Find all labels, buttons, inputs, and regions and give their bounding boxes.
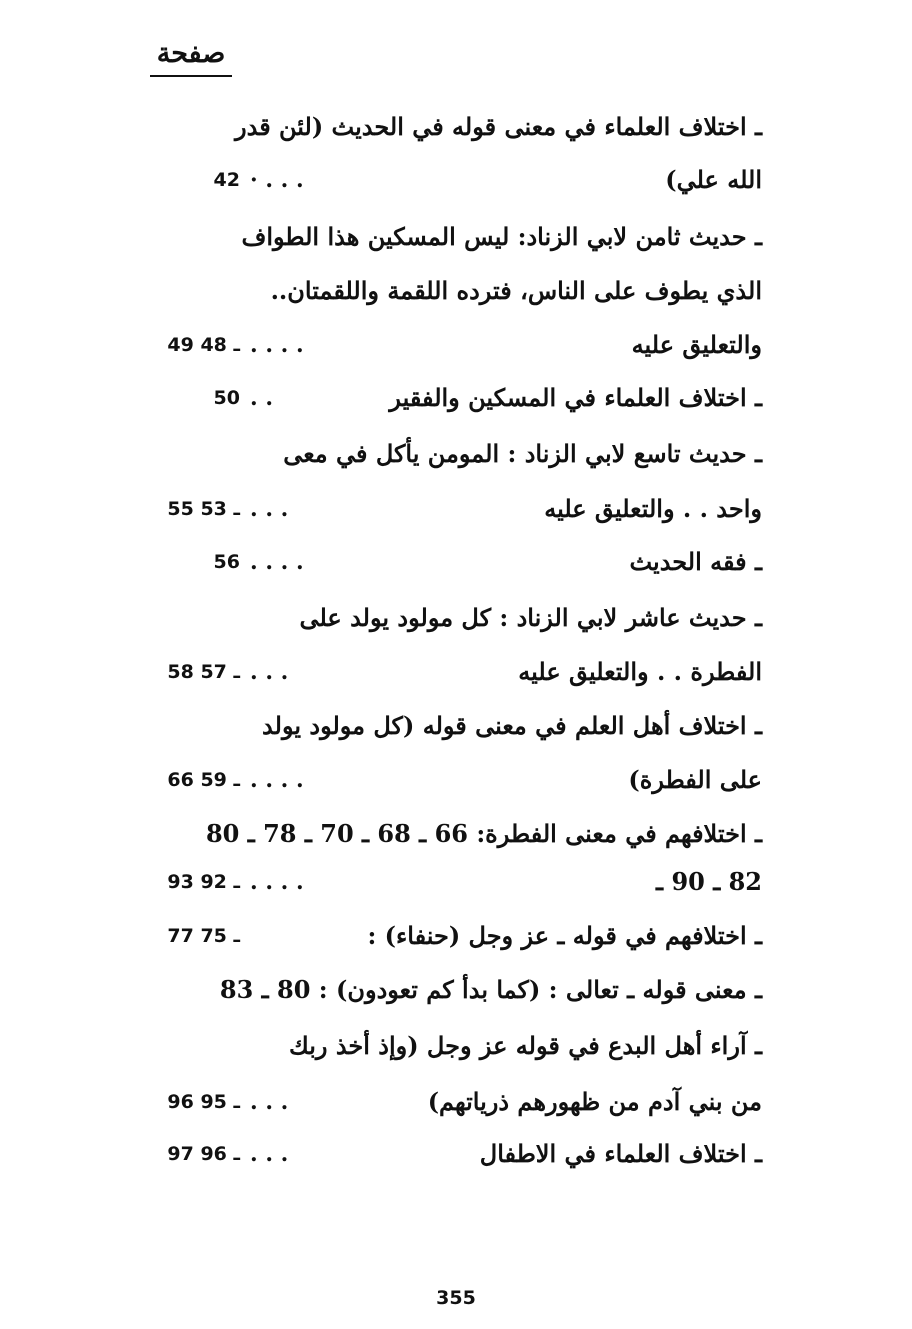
toc-line <box>0 706 912 746</box>
toc-entry-text: ـ آراء أهل البدع في قوله عز وجل (وإذ أخذ ربك <box>288 1031 762 1060</box>
leader-dots: · . . . <box>250 167 304 193</box>
toc-line <box>0 652 912 692</box>
toc-line <box>0 378 912 418</box>
toc-line <box>0 1026 912 1066</box>
page-numbers: 58 ـ 57 <box>167 661 240 683</box>
toc-entry-text: ـ اختلافهم في قوله ـ عز وجل (حنفاء) : <box>367 921 762 950</box>
toc-line <box>0 598 912 638</box>
page-number: 355 <box>436 1287 476 1309</box>
page-numbers: 66 ـ 59 <box>167 769 240 791</box>
leader-dots: . . <box>250 385 273 411</box>
toc-line <box>0 1082 912 1122</box>
toc-entry-text: ـ فقه الحديث <box>629 547 762 576</box>
toc-line <box>0 916 912 956</box>
toc-entry-text: واحد . . والتعليق عليه <box>544 494 762 523</box>
toc-line <box>0 814 912 854</box>
toc-entry-text: ـ اختلاف العلماء في الاطفال <box>479 1139 762 1168</box>
toc-entry-text: ـ معنى قوله ـ تعالى : (كما بدأ كم تعودون) : 80 ـ 83 <box>219 975 762 1004</box>
toc-entry-text: ـ اختلاف العلماء في المسكين والفقير <box>389 383 762 412</box>
leader-dots: . . . <box>250 496 289 522</box>
toc-line <box>0 489 912 529</box>
leader-dots: . . . <box>250 1089 289 1115</box>
toc-line <box>0 271 912 311</box>
toc-entry-text: على الفطرة) <box>628 765 762 794</box>
page-numbers: 50 <box>213 387 240 409</box>
toc-line <box>0 970 912 1010</box>
page-numbers: 56 <box>213 551 240 573</box>
toc-line <box>0 217 912 257</box>
leader-dots: . . . . <box>250 767 304 793</box>
page-numbers: 96 ـ 95 <box>167 1091 240 1113</box>
leader-dots: . . . . <box>250 332 304 358</box>
toc-entry-text: الفطرة . . والتعليق عليه <box>518 657 762 686</box>
leader-dots: . . . <box>250 659 289 685</box>
page-numbers: 97 ـ 96 <box>167 1143 240 1165</box>
toc-line <box>0 325 912 365</box>
toc-line <box>0 1134 912 1174</box>
toc-entry-text: ـ اختلاف العلماء في معنى قوله في الحديث (لئن قدر <box>235 112 762 141</box>
leader-dots: . . . . <box>250 869 304 895</box>
leader-dots: . . . . <box>250 549 304 575</box>
toc-entry-text: الذي يطوف على الناس، فترده اللقمة واللقمتان.. <box>270 276 762 305</box>
page-numbers: 55 ـ 53 <box>167 498 240 520</box>
page-numbers: 49 ـ 48 <box>167 334 240 356</box>
toc-entry-text: ـ حديث تاسع لابي الزناد : المومن يأكل في معى <box>283 439 762 468</box>
toc-line <box>0 107 912 147</box>
toc-entry-text: من بني آدم من ظهورهم ذرياتهم) <box>427 1087 762 1116</box>
page-numbers: 77 ـ 75 <box>167 925 240 947</box>
toc-entry-text: والتعليق عليه <box>631 330 762 359</box>
toc-line <box>0 862 912 902</box>
toc-entry-text: الله علي) <box>665 165 762 194</box>
toc-entry-text: ـ حديث عاشر لابي الزناد : كل مولود يولد على <box>299 603 762 632</box>
leader-dots: . . . <box>250 1141 289 1167</box>
page-numbers: 42 <box>213 169 240 191</box>
toc-entry-text: ـ حديث ثامن لابي الزناد: ليس المسكين هذا الطواف <box>241 222 762 251</box>
page-column-header: صفحة <box>150 38 232 77</box>
toc-entry-text: ـ اختلاف أهل العلم في معنى قوله (كل مولود يولد <box>262 711 762 740</box>
toc-line <box>0 434 912 474</box>
toc-line <box>0 542 912 582</box>
toc-entry-text: ـ اختلافهم في معنى الفطرة: 66 ـ 68 ـ 70 ـ 78 ـ 80 <box>205 819 762 848</box>
page-numbers: 93 ـ 92 <box>167 871 240 893</box>
toc-line <box>0 160 912 200</box>
toc-entry-text: 82 ـ 90 ـ <box>656 867 762 896</box>
toc-line <box>0 760 912 800</box>
